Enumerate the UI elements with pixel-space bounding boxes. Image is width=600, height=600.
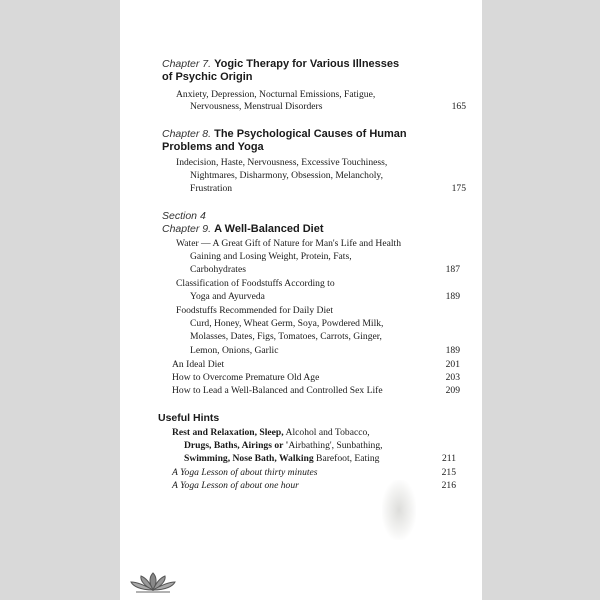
recommended-entry-3: Molasses, Dates, Figs, Tomatoes, Carrots, Ginger, (190, 331, 382, 342)
ink-smudge (382, 480, 416, 540)
chapter-9-title: A Well-Balanced Diet (214, 223, 324, 235)
chapter-7-heading (162, 58, 399, 71)
chapter-7-title: Yogic Therapy for Various Illnesses (214, 58, 400, 70)
water-page: 187 (445, 264, 460, 275)
hints-line-2-plain: Airbathing (288, 440, 330, 451)
old-age-page: 203 (445, 372, 460, 383)
recommended-entry-4: Lemon, Onions, Garlic (190, 345, 279, 356)
classification-entry-2: Yoga and Ayurveda (190, 291, 265, 302)
chapter-7-label: Chapter 7. (162, 58, 212, 70)
chapter-8-label: Chapter 8. (162, 128, 212, 140)
hints-line-2-bold: Drugs, Baths, Airings or ' (184, 440, 289, 451)
chapter-7-items-2: Nervousness, Menstrual Disorders (190, 101, 323, 112)
book-page (120, 0, 482, 600)
lotus-icon (128, 570, 178, 594)
chapter-8-title-cont: Problems and Yoga (162, 141, 264, 153)
hints-line-2 (184, 440, 383, 452)
hints-line-3-plain: Barefoot, Eating (313, 453, 380, 464)
section-4-label: Section 4 (162, 210, 206, 222)
hints-line-2-end: ', Sunbathing, (329, 440, 383, 451)
hints-line-1 (172, 427, 370, 439)
recommended-entry-2: Curd, Honey, Wheat Germ, Soya, Powdered Milk, (190, 318, 384, 329)
chapter-9-heading (162, 223, 324, 236)
recommended-entry-1: Foodstuffs Recommended for Daily Diet (176, 305, 334, 316)
classification-entry-1: Classification of Foodstuffs According to (176, 278, 335, 289)
recommended-page: 189 (445, 345, 460, 356)
water-entry-1: Water — A Great Gift of Nature for Man's Life and Health (176, 238, 401, 249)
sex-life-page: 209 (445, 385, 460, 396)
lesson-60-entry: A Yoga Lesson of about one hour (172, 480, 299, 491)
chapter-8-title: The Psychological Causes of Human (214, 128, 407, 140)
chapter-8-items-3: Frustration (190, 183, 233, 194)
water-entry-3: Carbohydrates (190, 264, 246, 275)
chapter-8-items-1: Indecision, Haste, Nervousness, Excessive Touchiness, (176, 157, 388, 168)
hints-line-1-bold: Rest and Relaxation, Sleep, (172, 427, 284, 438)
lesson-60-page: 216 (441, 480, 456, 491)
hints-line-3-bold: Swimming, Nose Bath, Walking (184, 453, 314, 464)
old-age-entry: How to Overcome Premature Old Age (172, 372, 320, 383)
chapter-7-items-1: Anxiety, Depression, Nocturnal Emissions, Fatigue, (176, 89, 376, 100)
chapter-9-label: Chapter 9. (162, 223, 212, 235)
classification-page: 189 (445, 291, 460, 302)
chapter-7-page: 165 (451, 101, 466, 112)
chapter-8-heading (162, 128, 407, 141)
chapter-8-items-2: Nightmares, Disharmony, Obsession, Melancholy, (190, 170, 383, 181)
chapter-7-title-cont: of Psychic Origin (162, 71, 253, 83)
lesson-30-entry: A Yoga Lesson of about thirty minutes (172, 467, 318, 478)
lesson-30-page: 215 (441, 467, 456, 478)
hints-line-1-plain: Alcohol and Tobacco, (283, 427, 370, 438)
chapter-8-page: 175 (451, 183, 466, 194)
useful-hints-heading: Useful Hints (158, 412, 220, 424)
ideal-diet-entry: An Ideal Diet (172, 359, 225, 370)
ideal-diet-page: 201 (445, 359, 460, 370)
sex-life-entry: How to Lead a Well-Balanced and Controlled Sex Life (172, 385, 383, 396)
hints-page: 211 (441, 453, 456, 464)
water-entry-2: Gaining and Losing Weight, Protein, Fats, (190, 251, 352, 262)
hints-line-3 (184, 453, 379, 465)
